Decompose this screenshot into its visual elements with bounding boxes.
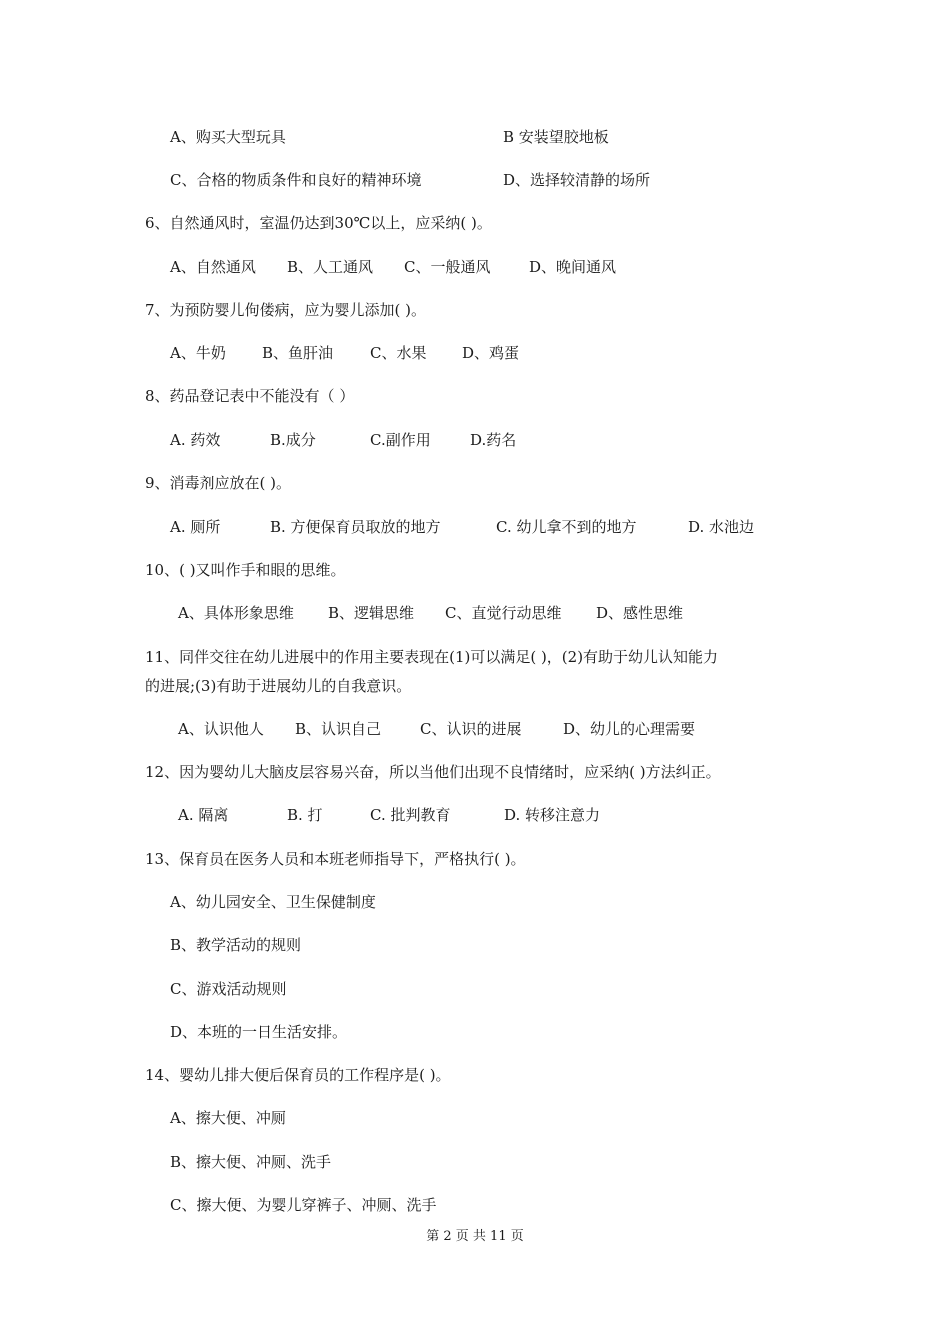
q5-option-b: B 安装望胶地板 [503,128,609,146]
q12-stem: 12、因为婴幼儿大脑皮层容易兴奋，所以当他们出现不良情绪时，应采纳( )方法纠正。 [145,763,721,781]
q5-option-a: A、购买大型玩具 [170,128,286,146]
q10-option-a: A、具体形象思维 [178,604,294,622]
q12-option-a: A. 隔离 [178,806,229,824]
q12-option-c: C. 批判教育 [370,806,451,824]
q6-option-c: C、一般通风 [404,258,491,276]
q7-option-c: C、水果 [370,344,427,362]
q7-option-d: D、鸡蛋 [462,344,520,362]
q7-option-b: B、鱼肝油 [262,344,334,362]
q13-option-a: A、幼儿园安全、卫生保健制度 [170,893,376,911]
q9-option-a: A. 厕所 [170,518,221,536]
q6-stem: 6、自然通风时，室温仍达到30℃以上，应采纳( )。 [145,214,492,232]
q12-options [0,805,950,825]
q11-option-c: C、认识的进展 [420,720,522,738]
q6-option-a: A、自然通风 [170,258,256,276]
q12-option-d: D. 转移注意力 [504,806,601,824]
q9-stem: 9、消毒剂应放在( )。 [145,474,292,492]
q10-options [0,603,950,623]
q13-option-c: C、游戏活动规则 [170,980,287,998]
q9-option-c: C. 幼儿拿不到的地方 [496,518,637,536]
q11-options [0,719,950,739]
q13-option-b: B、教学活动的规则 [170,936,302,954]
q11-option-a: A、认识他人 [178,720,264,738]
q7-options [0,343,950,363]
q6-option-d: D、晚间通风 [529,258,617,276]
q7-stem: 7、为预防婴儿佝偻病，应为婴儿添加( )。 [145,301,427,319]
q6-options [0,257,950,277]
q11-stem-line2: 的进展;(3)有助于进展幼儿的自我意识。 [145,677,412,695]
q9-option-d: D. 水池边 [688,518,755,536]
q5-option-d: D、选择较清静的场所 [503,171,651,189]
q5-option-c: C、合格的物质条件和良好的精神环境 [170,171,422,189]
q8-options [0,430,950,450]
q9-option-b: B. 方便保育员取放的地方 [270,518,441,536]
q10-option-d: D、感性思维 [596,604,684,622]
q8-option-b: B.成分 [270,431,316,449]
q7-option-a: A、牛奶 [170,344,226,362]
q13-stem: 13、保育员在医务人员和本班老师指导下，严格执行( )。 [145,850,526,868]
q8-option-a: A. 药效 [170,431,221,449]
q9-options [0,517,950,537]
q8-stem: 8、药品登记表中不能没有（ ） [145,387,355,405]
q10-option-c: C、直觉行动思维 [445,604,562,622]
q14-stem: 14、婴幼儿排大便后保育员的工作程序是( )。 [145,1066,451,1084]
q13-option-d: D、本班的一日生活安排。 [170,1023,348,1041]
q6-option-b: B、人工通风 [287,258,374,276]
q11-stem-line1: 11、同伴交往在幼儿进展中的作用主要表现在(1)可以满足( )，(2)有助于幼儿认知能力 [145,648,719,666]
q10-option-b: B、逻辑思维 [328,604,415,622]
q14-option-b: B、擦大便、冲厕、洗手 [170,1153,332,1171]
page-number-footer: 第 2 页 共 11 页 [426,1229,524,1244]
q14-option-c: C、擦大便、为婴儿穿裤子、冲厕、洗手 [170,1196,437,1214]
q8-option-c: C.副作用 [370,431,431,449]
q8-option-d: D.药名 [470,431,517,449]
q12-option-b: B. 打 [287,806,323,824]
q14-option-a: A、擦大便、冲厕 [170,1109,286,1127]
q11-option-d: D、幼儿的心理需要 [563,720,696,738]
q11-option-b: B、认识自己 [295,720,382,738]
q10-stem: 10、( )又叫作手和眼的思维。 [145,561,346,579]
